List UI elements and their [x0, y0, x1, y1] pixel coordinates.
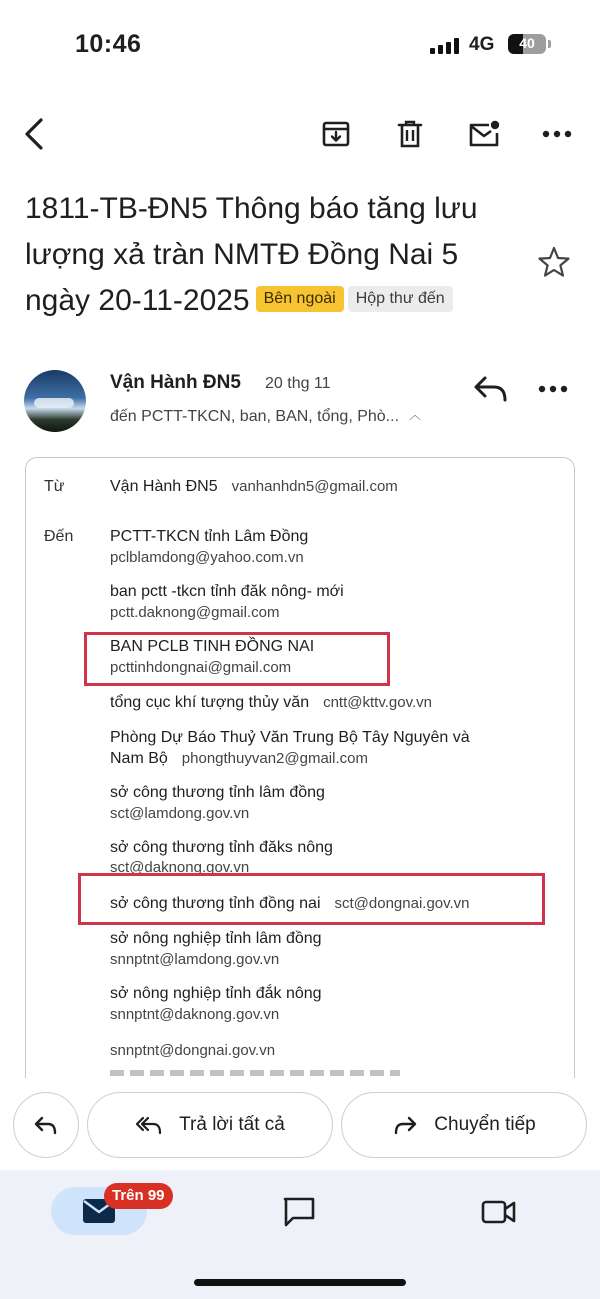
recipient-email[interactable]: pclblamdong@yahoo.com.vn — [110, 549, 304, 566]
recipient-name: Phòng Dự Báo Thuỷ Văn Trung Bộ Tây Nguyên và — [110, 729, 470, 746]
reply-all-icon — [135, 1114, 163, 1136]
recipient-email[interactable]: snnptnt@daknong.gov.vn — [110, 1006, 280, 1023]
inbox-label-chip[interactable]: Hộp thư đến — [348, 286, 453, 312]
home-indicator — [194, 1279, 406, 1286]
reply-all-button[interactable] — [87, 1092, 333, 1158]
subject-text: 1811-TB-ĐN5 Thông báo tăng lưu lượng xả tràn NMTĐ Đồng Nai 5 ngày 20-11-2025 — [25, 192, 478, 317]
battery-cap — [548, 40, 551, 48]
from-label: Từ — [44, 478, 65, 495]
battery-icon — [508, 34, 546, 54]
recipient-email[interactable]: phongthuyvan2@gmail.com — [181, 750, 368, 767]
recipient-email[interactable]: sct@lamdong.gov.vn — [110, 805, 250, 822]
sender-name: Vận Hành ĐN5 — [110, 372, 241, 393]
mark-unread-button[interactable] — [464, 114, 504, 154]
recipient-name: BAN PCLB TINH ĐỒNG NAI — [110, 638, 315, 655]
back-button[interactable] — [14, 114, 54, 154]
highlight-box — [78, 873, 545, 925]
recipient-name: sở công thương tỉnh đăks nông — [110, 839, 333, 856]
reply-all-label: Trả lời tất cả — [179, 1114, 285, 1135]
more-horiz-icon — [538, 374, 568, 404]
from-row — [110, 478, 398, 496]
cut-off-recipient-row — [110, 1070, 400, 1076]
forward-label: Chuyển tiếp — [434, 1114, 536, 1135]
more-horiz-icon — [542, 130, 572, 138]
recipient-name: sở công thương tỉnh lâm đồng — [110, 784, 325, 801]
top-toolbar — [0, 100, 600, 170]
forward-icon — [392, 1114, 418, 1136]
recipient-email[interactable]: sct@dongnai.gov.vn — [334, 895, 470, 912]
delete-button[interactable] — [390, 114, 430, 154]
from-email[interactable]: vanhanhdn5@gmail.com — [231, 478, 398, 495]
recipient-name: ban pctt -tkcn tỉnh đăk nông- mới — [110, 583, 344, 600]
back-arrow-icon — [21, 117, 47, 151]
reply-actions-bar — [0, 1078, 600, 1170]
unread-count-badge: Trên 99 — [104, 1183, 173, 1209]
to-label: Đến — [44, 528, 74, 545]
recipient-row — [110, 694, 432, 712]
recipient-name: PCTT-TKCN tỉnh Lâm Đồng — [110, 528, 309, 545]
recipient-email[interactable]: cntt@kttv.gov.vn — [323, 694, 432, 711]
recipient-email[interactable]: sct@daknong.gov.vn — [110, 859, 250, 876]
recipient-name: sở công thương tỉnh đồng nai — [110, 895, 321, 912]
recipient-email[interactable]: pctt.daknong@gmail.com — [110, 604, 280, 621]
recipient-email[interactable]: snnptnt@lamdong.gov.vn — [110, 951, 280, 968]
video-camera-icon — [481, 1199, 517, 1225]
chat-icon — [282, 1196, 316, 1228]
recipient-name-line2: Nam Bộ — [110, 750, 168, 767]
archive-icon — [321, 119, 351, 149]
recipients-summary-text: đến PCTT-TKCN, ban, BAN, tổng, Phò... — [110, 408, 400, 425]
status-time: 10:46 — [75, 30, 142, 58]
nav-meet-tab[interactable] — [479, 1192, 519, 1232]
message-more-button[interactable] — [538, 374, 574, 404]
forward-button[interactable] — [341, 1092, 587, 1158]
star-icon — [536, 244, 572, 280]
more-options-button[interactable] — [537, 114, 577, 154]
from-name: Vận Hành ĐN5 — [110, 478, 218, 495]
chevron-up-icon[interactable]: ︿ — [409, 408, 422, 422]
recipient-name: sở nông nghiệp tỉnh lâm đồng — [110, 930, 322, 947]
recipient-row — [110, 750, 368, 768]
email-date: 20 thg 11 — [265, 375, 331, 392]
recipient-name: sở nông nghiệp tỉnh đắk nông — [110, 985, 322, 1002]
status-bar — [0, 0, 600, 90]
sender-avatar[interactable] — [24, 370, 86, 432]
network-type: 4G — [469, 34, 495, 55]
highlight-box — [84, 632, 390, 686]
external-label-chip[interactable]: Bên ngoài — [256, 286, 344, 312]
trash-icon — [396, 119, 424, 149]
star-button[interactable] — [536, 244, 572, 280]
recipient-email[interactable]: pcttinhdongnai@gmail.com — [110, 659, 292, 676]
reply-button[interactable] — [472, 372, 510, 406]
email-subject — [25, 186, 525, 324]
recipients-summary[interactable] — [110, 408, 421, 426]
nav-chat-tab[interactable] — [279, 1192, 319, 1232]
reply-icon — [472, 372, 510, 406]
bottom-navigation — [0, 1170, 600, 1299]
recipient-details-panel — [25, 457, 575, 1087]
battery-level: 40 — [519, 35, 535, 51]
cellular-signal-icon — [430, 38, 460, 54]
mark-unread-icon — [467, 119, 501, 149]
recipient-name: tổng cục khí tượng thủy văn — [110, 694, 310, 711]
recipient-email[interactable]: snnptnt@dongnai.gov.vn — [110, 1042, 276, 1059]
reply-pill-button[interactable] — [13, 1092, 79, 1158]
reply-icon — [33, 1114, 59, 1136]
archive-button[interactable] — [316, 114, 356, 154]
